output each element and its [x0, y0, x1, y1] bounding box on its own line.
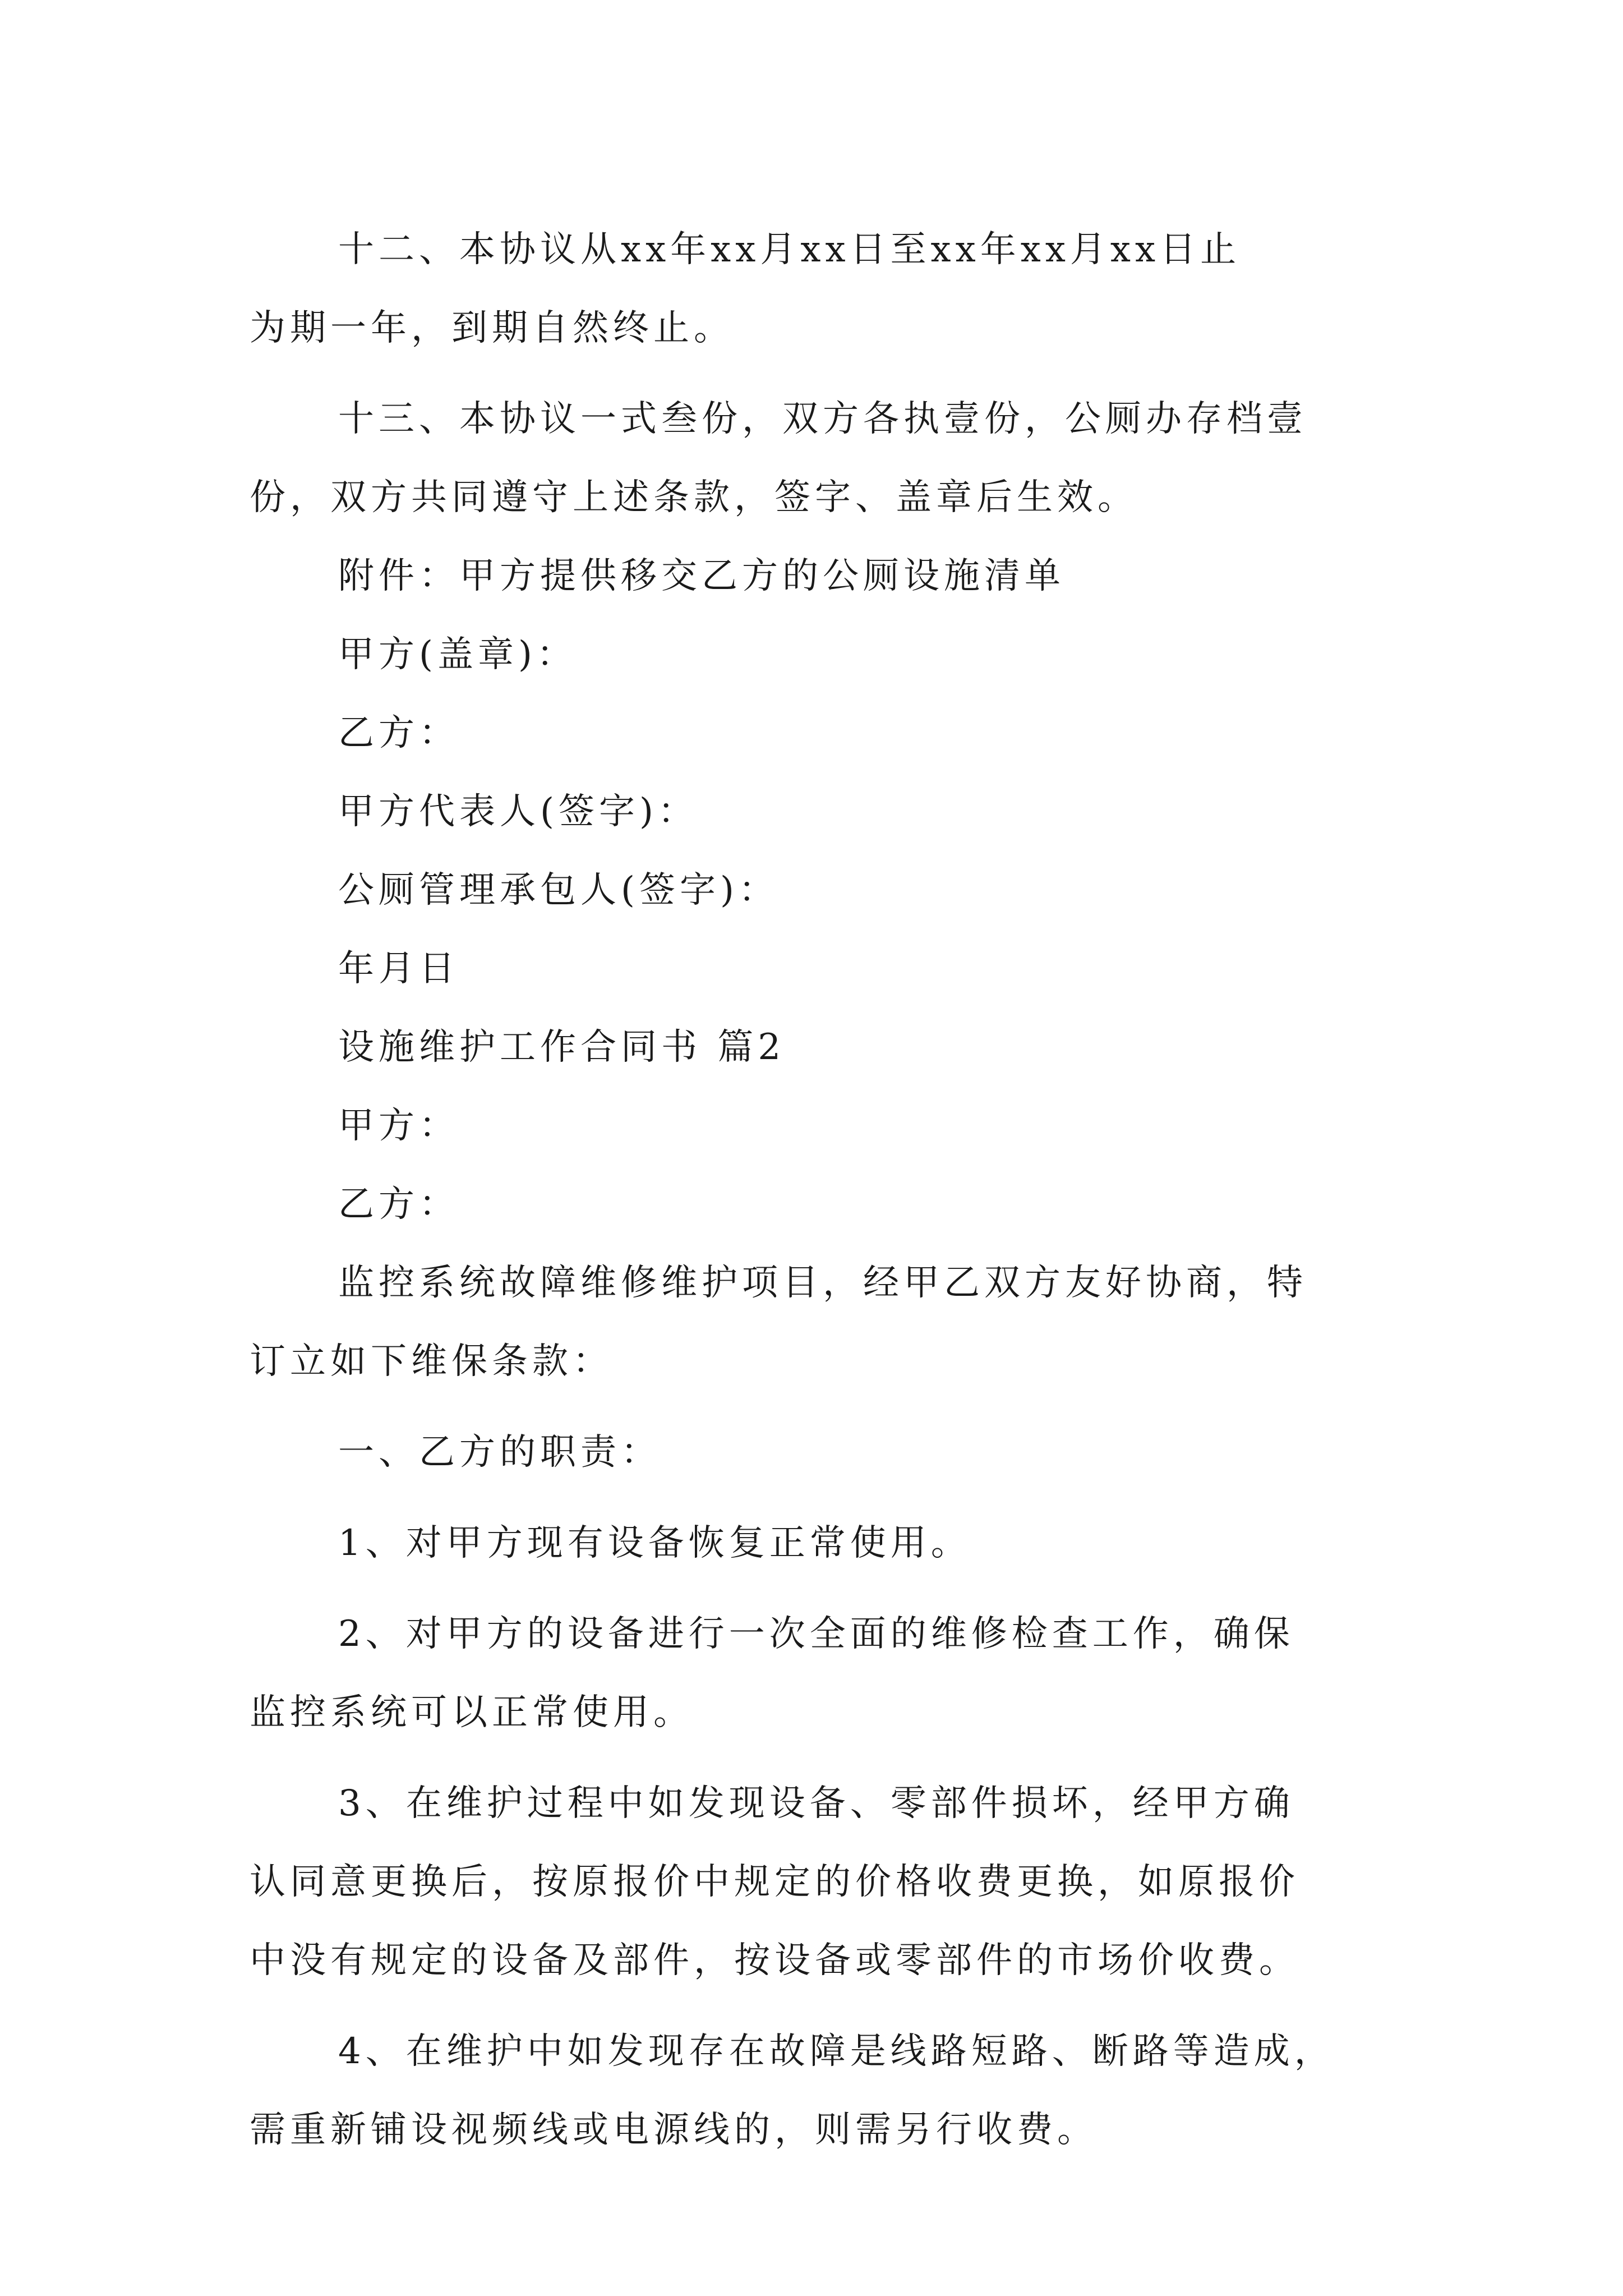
duty-2-line-1: 2、对甲方的设备进行一次全面的维修检查工作，确保	[338, 1613, 1294, 1655]
duty-3-line-3: 中没有规定的设备及部件，按设备或零部件的市场价收费。	[250, 1940, 1299, 1981]
attachment-line: 附件：甲方提供移交乙方的公厕设施清单	[338, 555, 1065, 597]
duty-2-line-2: 监控系统可以正常使用。	[250, 1692, 694, 1733]
party-b-label: 乙方：	[338, 1184, 459, 1225]
duty-4-line-1: 4、在维护中如发现存在故障是线路短路、断路等造成，	[338, 2031, 1335, 2072]
intro-line-2: 订立如下维保条款：	[250, 1341, 613, 1382]
duty-3-line-1: 3、在维护过程中如发现设备、零部件损坏，经甲方确	[338, 1783, 1294, 1824]
party-a-label: 甲方：	[338, 1105, 459, 1147]
clause-13-line-1: 十三、本协议一式叁份，双方各执壹份，公厕办存档壹	[338, 398, 1307, 440]
section-title: 设施维护工作合同书 篇2	[338, 1027, 786, 1068]
document-body	[250, 210, 1377, 2169]
party-b-line: 乙方：	[338, 712, 459, 754]
intro-line-1: 监控系统故障维修维护项目，经甲乙双方友好协商，特	[338, 1262, 1307, 1304]
clause-13-line-2: 份，双方共同遵守上述条款，签字、盖章后生效。	[250, 477, 1138, 518]
duty-3-line-2: 认同意更换后，按原报价中规定的价格收费更换，如原报价	[250, 1861, 1299, 1903]
party-a-seal-line: 甲方(盖章)：	[338, 634, 577, 675]
duties-heading: 一、乙方的职责：	[338, 1432, 661, 1473]
duty-1: 1、对甲方现有设备恢复正常使用。	[338, 1522, 971, 1564]
contractor-signature-line: 公厕管理承包人(签字)：	[338, 869, 779, 911]
date-line: 年月日	[338, 948, 459, 990]
party-a-representative-line: 甲方代表人(签字)：	[338, 791, 698, 832]
clause-12-line-2: 为期一年，到期自然终止。	[250, 307, 734, 349]
duty-4-line-2: 需重新铺设视频线或电源线的，则需另行收费。	[250, 2109, 1098, 2151]
clause-12-line-1: 十二、本协议从xx年xx月xx日至xx年xx月xx日止	[338, 229, 1241, 270]
